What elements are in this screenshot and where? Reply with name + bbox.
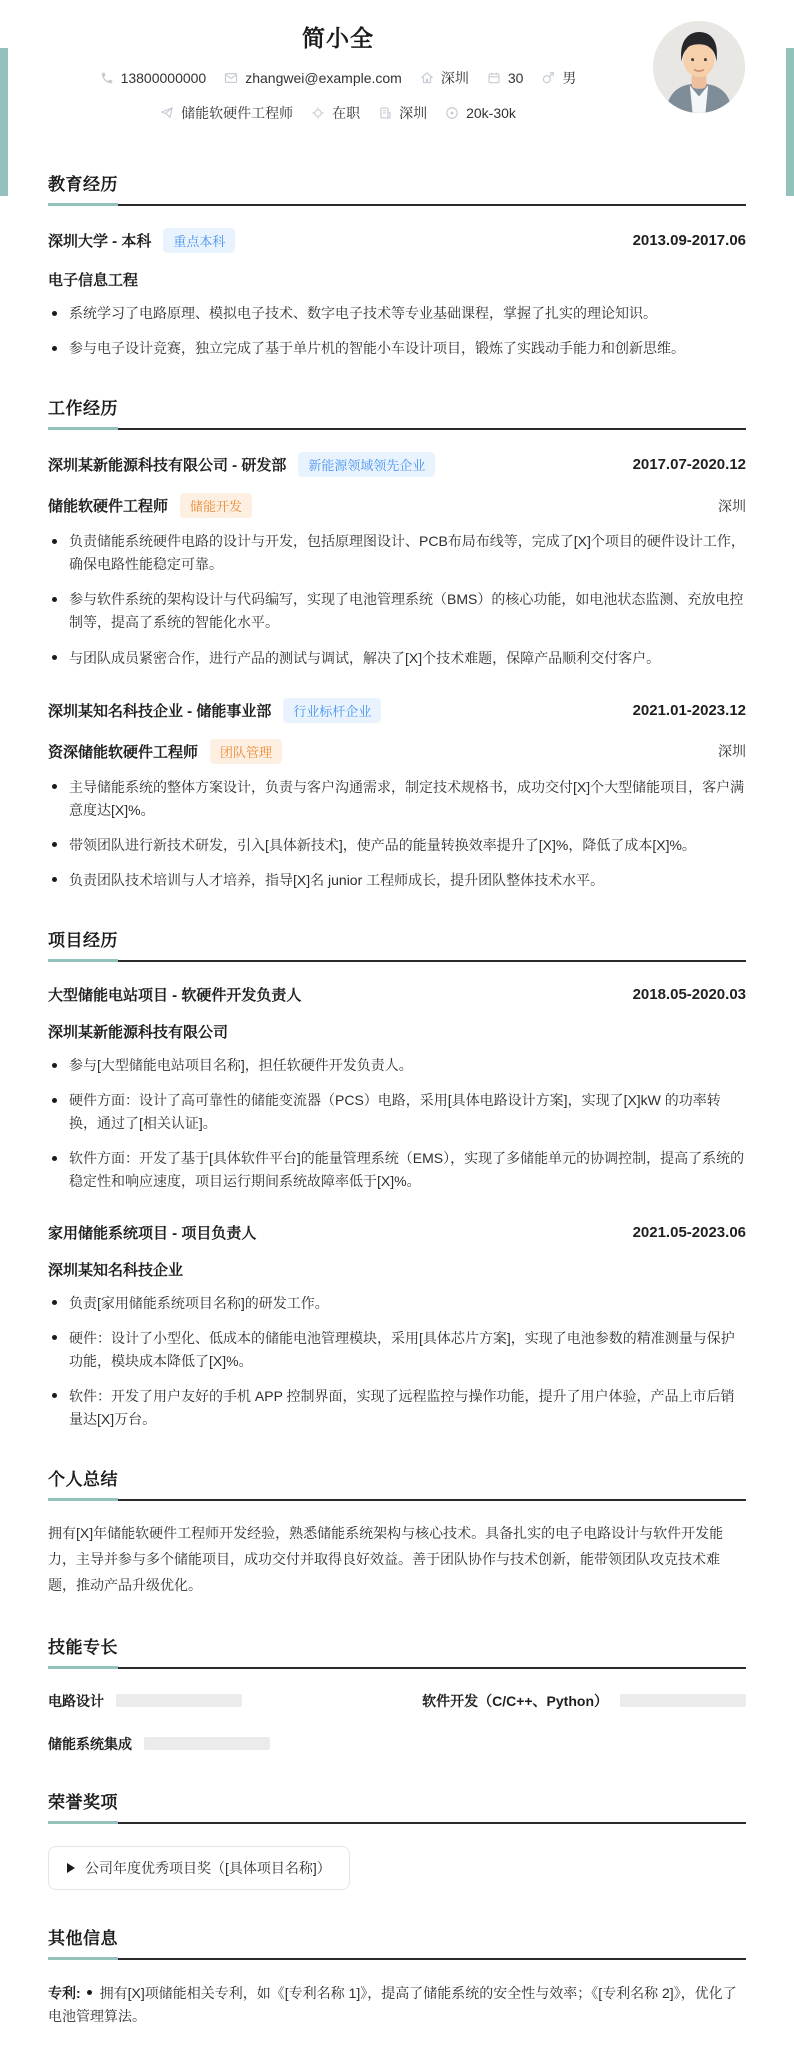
bullet-item: 带领团队进行新技术研发，引入[具体新技术]，使产品的能量转换效率提升了[X]%，降低了成本[X]%。 — [48, 834, 746, 857]
mail-icon — [224, 71, 238, 85]
education-entry — [48, 228, 746, 360]
skills-grid — [48, 1691, 746, 1754]
work-bullets — [48, 776, 746, 892]
patent-line — [48, 1982, 746, 2030]
bullet-dot — [87, 1990, 92, 1995]
skill-label: 软件开发（C/C++、Python） — [422, 1692, 608, 1709]
phone-icon — [100, 71, 114, 85]
skill-item-software-dev — [422, 1691, 746, 1711]
company-badge: 新能源领域领先企业 — [298, 452, 435, 477]
bullet-item: 主导储能系统的整体方案设计，负责与客户沟通需求，制定技术规格书，成功交付[X]个大型储能项目，客户满意度达[X]%。 — [48, 776, 746, 822]
school-name: 深圳大学 - 本科 — [48, 233, 152, 250]
section-skills — [48, 1633, 746, 1754]
project-entry-2 — [48, 1222, 746, 1431]
candidate-name: 简小全 — [302, 25, 374, 51]
other-heading — [48, 1924, 746, 1960]
project-entry-1 — [48, 984, 746, 1193]
job-title-item — [160, 103, 293, 123]
honor-award-label: 公司年度优秀项目奖（[具体项目名称]） — [85, 1859, 331, 1876]
project-bullets — [48, 1292, 746, 1431]
salary-value: 20k-30k — [466, 105, 516, 121]
work-entry-1 — [48, 452, 746, 669]
bullet-item: 参与电子设计竞赛，独立完成了基于单片机的智能小车设计项目，锻炼了实践动手能力和创新思维。 — [48, 337, 746, 360]
section-honors — [48, 1788, 746, 1890]
patent-label: 专利: — [48, 1984, 81, 2001]
job-title-icon — [160, 106, 174, 120]
honor-award-toggle[interactable] — [48, 1846, 350, 1890]
skill-bar — [116, 1694, 242, 1707]
left-accent-strip — [0, 48, 8, 196]
skills-heading — [48, 1633, 746, 1669]
education-heading — [48, 170, 746, 206]
education-bullets — [48, 302, 746, 360]
phone-item — [100, 70, 207, 86]
expand-arrow-icon — [67, 1863, 75, 1873]
bullet-item: 系统学习了电路原理、模拟电子技术、数字电子技术等专业基础课程，掌握了扎实的理论知识。 — [48, 302, 746, 325]
bullet-item: 软件：开发了用户友好的手机 APP 控制界面，实现了远程监控与操作功能，提升了用户体验，产品上市后销量达[X]万台。 — [48, 1385, 746, 1431]
phone-value: 13800000000 — [120, 70, 207, 86]
skill-item-circuit-design — [48, 1691, 362, 1711]
location-value: 深圳 — [440, 70, 469, 86]
age-icon — [487, 71, 501, 85]
company-badge: 行业标杆企业 — [283, 698, 381, 723]
right-accent-strip — [786, 48, 794, 196]
major-name: 电子信息工程 — [48, 272, 139, 289]
education-badge: 重点本科 — [163, 228, 235, 253]
location-item — [420, 68, 469, 88]
bullet-item: 硬件：设计了小型化、低成本的储能电池管理模块，采用[具体芯片方案]，实现了电池参数的精准测量与保护功能，模块成本降低了[X]%。 — [48, 1327, 746, 1373]
section-education — [48, 170, 746, 360]
work-location: 深圳 — [718, 743, 746, 760]
section-summary — [48, 1465, 746, 1599]
role-badge: 储能开发 — [180, 493, 252, 518]
education-date: 2013.09-2017.06 — [632, 232, 746, 249]
work-date: 2017.07-2020.12 — [632, 456, 746, 474]
header-main — [48, 18, 628, 123]
city-icon — [378, 106, 392, 120]
work-heading — [48, 394, 746, 430]
project-org: 深圳某知名科技企业 — [48, 1261, 184, 1279]
job-status-icon — [311, 106, 325, 120]
projects-title: 项目经历 — [48, 931, 118, 951]
honors-heading — [48, 1788, 746, 1824]
skill-label: 储能系统集成 — [48, 1735, 132, 1752]
city-item — [378, 103, 427, 123]
resume-header — [48, 18, 746, 136]
avatar — [653, 21, 745, 113]
job-title-value: 储能软硬件工程师 — [181, 105, 294, 121]
bullet-item: 与团队成员紧密合作，进行产品的测试与调试，解决了[X]个技术难题，保障产品顺利交付客户。 — [48, 647, 746, 670]
honors-title: 荣誉奖项 — [48, 1792, 118, 1812]
skill-bar — [144, 1737, 270, 1750]
patent-text: 拥有[X]项储能相关专利，如《[专利名称 1]》，提高了储能系统的安全性与效率；《[专利名称 2]》，优化了电池管理算法。 — [48, 1984, 737, 2025]
contact-row-1 — [48, 68, 628, 88]
role-name: 储能软硬件工程师 — [48, 498, 169, 516]
company-name: 深圳某新能源科技有限公司 - 研发部 — [48, 457, 287, 475]
other-title: 其他信息 — [48, 1928, 118, 1948]
gender-icon — [541, 71, 555, 85]
role-badge: 团队管理 — [210, 739, 282, 764]
bullet-item: 参与软件系统的架构设计与代码编写，实现了电池管理系统（BMS）的核心功能，如电池状态监测、充放电控制等，提高了系统的智能化水平。 — [48, 588, 746, 634]
job-status-item — [311, 103, 360, 123]
summary-text: 拥有[X]年储能软硬件工程师开发经验，熟悉储能系统架构与核心技术。具备扎实的电子电路设计与软件开发能力，主导并参与多个储能项目，成功交付并取得良好效益。善于团队协作与技术创新，能带领团队攻克技术难题，推动产品升级优化。 — [48, 1524, 724, 1593]
email-item — [224, 70, 402, 86]
bullet-item: 参与[大型储能电站项目名称]，担任软硬件开发负责人。 — [48, 1054, 746, 1077]
work-bullets — [48, 530, 746, 669]
age-item — [487, 70, 524, 86]
work-title: 工作经历 — [48, 399, 118, 419]
project-date: 2021.05-2023.06 — [632, 1223, 746, 1241]
project-name: 大型储能电站项目 - 软硬件开发负责人 — [48, 987, 302, 1005]
job-status-value: 在职 — [332, 105, 361, 121]
bullet-item: 负责[家用储能系统项目名称]的研发工作。 — [48, 1292, 746, 1315]
education-title: 教育经历 — [48, 175, 118, 194]
location-icon — [420, 71, 434, 85]
bullet-item: 负责团队技术培训与人才培养，指导[X]名 junior 工程师成长，提升团队整体技术水平。 — [48, 869, 746, 892]
salary-icon — [445, 106, 459, 120]
project-org: 深圳某新能源科技有限公司 — [48, 1024, 229, 1042]
section-work — [48, 394, 746, 892]
skill-item-storage-integration — [48, 1734, 362, 1754]
skill-label: 电路设计 — [48, 1692, 104, 1709]
skill-bar — [620, 1694, 746, 1707]
project-date: 2018.05-2020.03 — [632, 986, 746, 1004]
summary-heading — [48, 1465, 746, 1501]
section-other — [48, 1924, 746, 2030]
work-location: 深圳 — [718, 497, 746, 514]
role-name: 资深储能软硬件工程师 — [48, 743, 199, 761]
bullet-item: 软件方面：开发了基于[具体软件平台]的能量管理系统（EMS），实现了多储能单元的协调控制，提高了系统的稳定性和响应速度，项目运行期间系统故障率低于[X]%。 — [48, 1147, 746, 1193]
contact-row-2 — [48, 103, 628, 123]
city-value: 深圳 — [399, 105, 428, 121]
skills-title: 技能专长 — [48, 1637, 118, 1657]
project-name: 家用储能系统项目 - 项目负责人 — [48, 1224, 257, 1242]
salary-item — [445, 105, 516, 121]
section-projects — [48, 926, 746, 1431]
gender-item — [541, 68, 576, 88]
bullet-item: 硬件方面：设计了高可靠性的储能变流器（PCS）电路，采用[具体电路设计方案]，实现了[X]kW 的功率转换，通过了[相关认证]。 — [48, 1089, 746, 1135]
gender-value: 男 — [562, 70, 577, 86]
email-value: zhangwei@example.com — [245, 70, 402, 86]
company-name: 深圳某知名科技企业 - 储能事业部 — [48, 702, 272, 720]
age-value: 30 — [507, 70, 524, 86]
work-entry-2 — [48, 698, 746, 892]
bullet-item: 负责储能系统硬件电路的设计与开发，包括原理图设计、PCB布局布线等，完成了[X]个项目的硬件设计工作，确保电路性能稳定可靠。 — [48, 530, 746, 576]
work-date: 2021.01-2023.12 — [632, 701, 746, 719]
project-bullets — [48, 1054, 746, 1193]
summary-title: 个人总结 — [48, 1469, 118, 1489]
projects-heading — [48, 926, 746, 962]
